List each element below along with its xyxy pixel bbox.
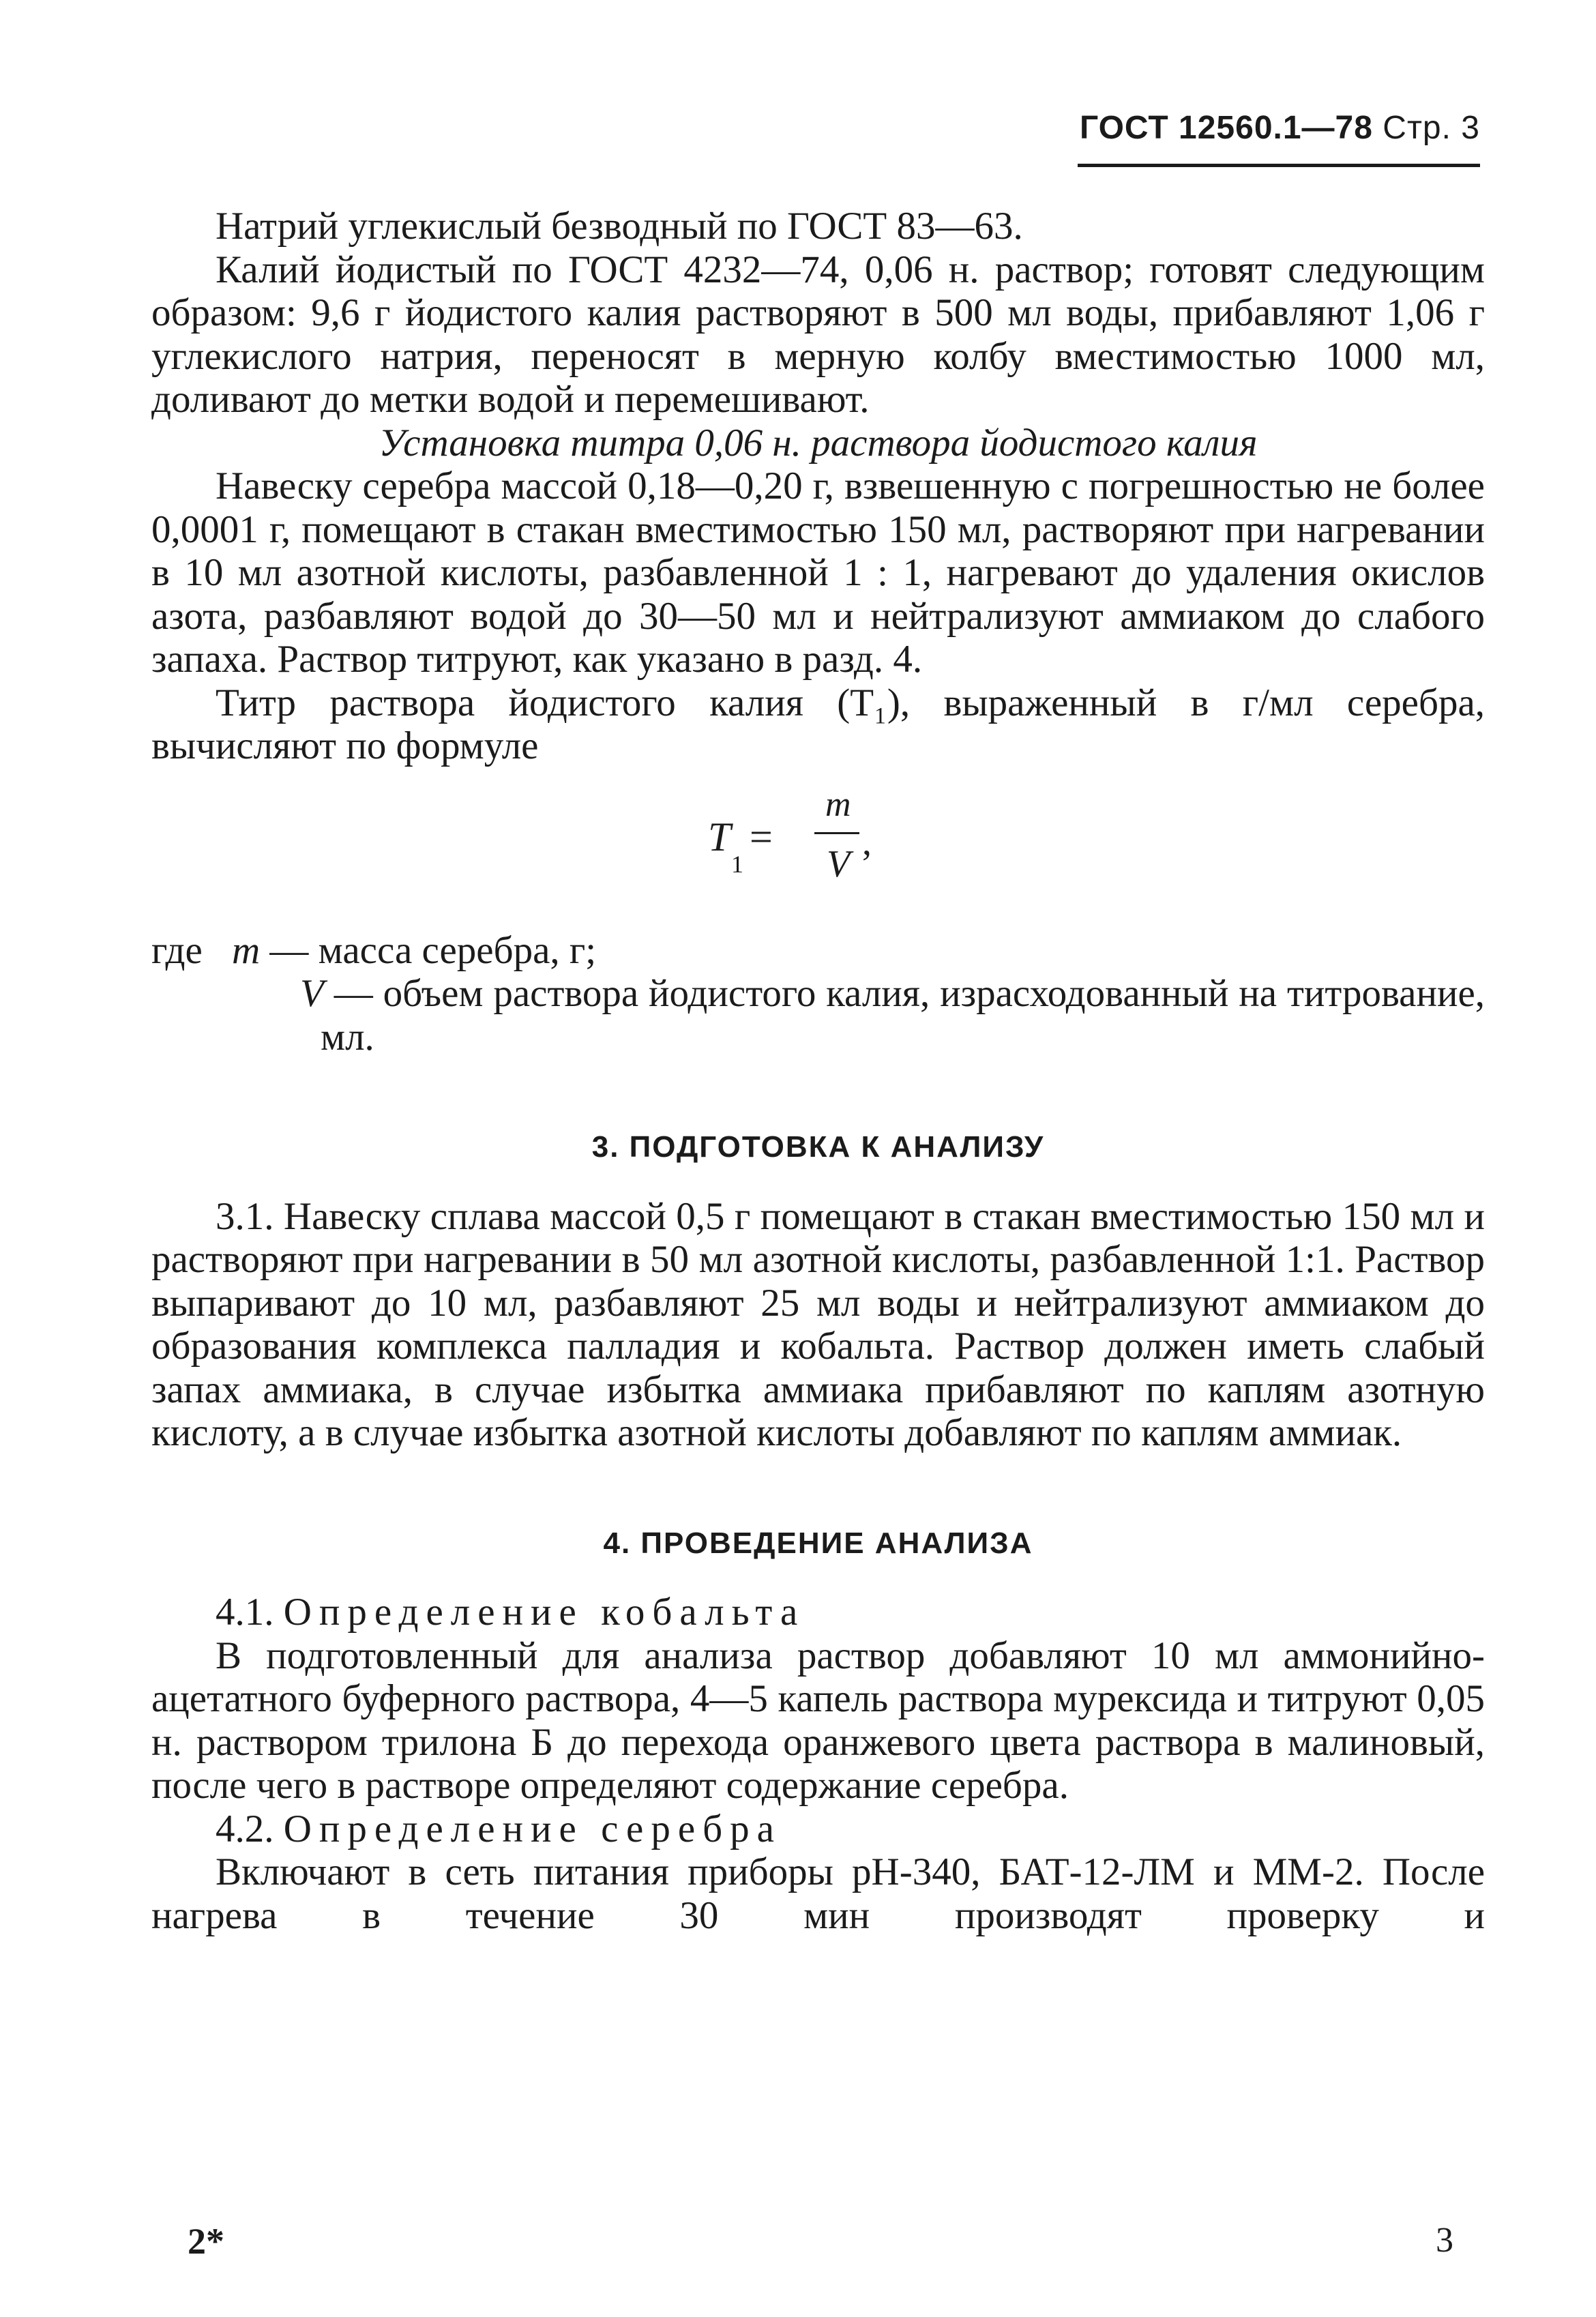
- subsection-4-2-title: Определение серебра: [283, 1807, 782, 1850]
- paragraph-3-1: 3.1. Навеску сплава массой 0,5 г помещают в стакан вместимостью 150 мл и растворяют при нагревании в 50 мл азотной кислоты, разбавленной 1:1. Раствор выпаривают до 10 мл, разбавляют 25 мл воды и нейтрализуют аммиаком до образования комплекса палладия и кобальта. Раствор должен иметь слабый запах аммиака, в случае избытка аммиака прибавляют по каплям азотную кислоту, а в случае избытка азотной кислоты добавляют по каплям аммиак.: [151, 1194, 1485, 1454]
- formula-denominator: V: [827, 842, 851, 885]
- where-m-symbol: m: [232, 928, 261, 972]
- paragraph-silver-sample: Навеску серебра массой 0,18—0,20 г, взвешенную с погрешностью не более 0,0001 г, помещают в стакан вместимостью 150 мл, растворяют при нагревании в 10 мл азотной кислоты, разбавленной 1 : 1, нагревают до удаления окислов азота, разбавляют водой до 30—50 мл и нейтрализуют аммиаком до слабого запаха. Раствор титруют, как указано в разд. 4.: [151, 464, 1485, 681]
- formula-fraction-bar: [814, 832, 859, 834]
- section-3-title: 3. ПОДГОТОВКА К АНАЛИЗУ: [591, 1130, 1045, 1164]
- section-4-title: 4. ПРОВЕДЕНИЕ АНАЛИЗА: [603, 1526, 1033, 1560]
- paragraph-sodium-carbonate: Натрий углекислый безводный по ГОСТ 83—63.: [216, 205, 1023, 248]
- page-header: [1078, 109, 1480, 147]
- paragraph-4-1: В подготовленный для анализа раствор добавляют 10 мл аммонийно-ацетатного буферного раствора, 4—5 капель раствора мурексида и титруют 0,05 н. раствором трилона Б до перехода оранжевого цвета раствора в малиновый, после чего в растворе определяют содержание серебра.: [151, 1634, 1485, 1807]
- footer-page-number: 3: [1436, 2221, 1453, 2260]
- subsection-4-2-heading: [151, 1807, 1485, 1851]
- body-text: [151, 205, 1485, 1937]
- paragraph-titre-formula-intro: Титр раствора йодистого калия (T₁), выраженный в г/мл серебра, вычисляют по формуле: [151, 681, 1485, 767]
- paragraph-potassium-iodide: Калий йодистый по ГОСТ 4232—74, 0,06 н. раствор; готовят следующим образом: 9,6 г йодистого калия растворяют в 500 мл воды, прибавляют 1,06 г углекислого натрия, переносят в мерную колбу вместимостью 1000 мл, доливают до метки водой и перемешивают.: [151, 248, 1485, 421]
- subsection-4-1-number: 4.1.: [216, 1591, 274, 1634]
- where-v-text: — объем раствора йодистого калия, израсходованный на титрование, мл.: [321, 972, 1485, 1059]
- where-v-row: [151, 972, 1485, 1059]
- formula-lhs: T: [708, 814, 731, 859]
- where-lead: где: [151, 928, 203, 972]
- header-page-label: Стр. 3: [1383, 110, 1480, 146]
- subsection-4-1-heading: [151, 1591, 1485, 1634]
- formula-equals: =: [750, 814, 773, 859]
- header-standard-number: ГОСТ 12560.1—78: [1080, 110, 1373, 146]
- paragraph-4-2: Включают в сеть питания приборы pH-340, БАТ-12-ЛМ и ММ-2. После нагрева в течение 30 мин производят проверку и: [151, 1850, 1485, 1937]
- where-m-text: — масса серебра, г;: [269, 928, 597, 972]
- header-rule: [1078, 164, 1480, 167]
- titre-formula: [151, 768, 1485, 929]
- subsection-4-1-title: Определение кобальта: [283, 1591, 806, 1634]
- subtitle-titre-setting: Установка титра 0,06 н. раствора йодистого калия: [379, 421, 1258, 464]
- subsection-4-2-number: 4.2.: [216, 1807, 274, 1850]
- footer-signature-mark: 2*: [188, 2221, 224, 2262]
- formula-lhs-subscript: 1: [731, 850, 743, 878]
- formula-comma: ,: [862, 821, 872, 864]
- where-m-row: [151, 929, 1485, 973]
- formula-numerator: m: [825, 784, 851, 824]
- where-v-symbol: V: [300, 972, 324, 1015]
